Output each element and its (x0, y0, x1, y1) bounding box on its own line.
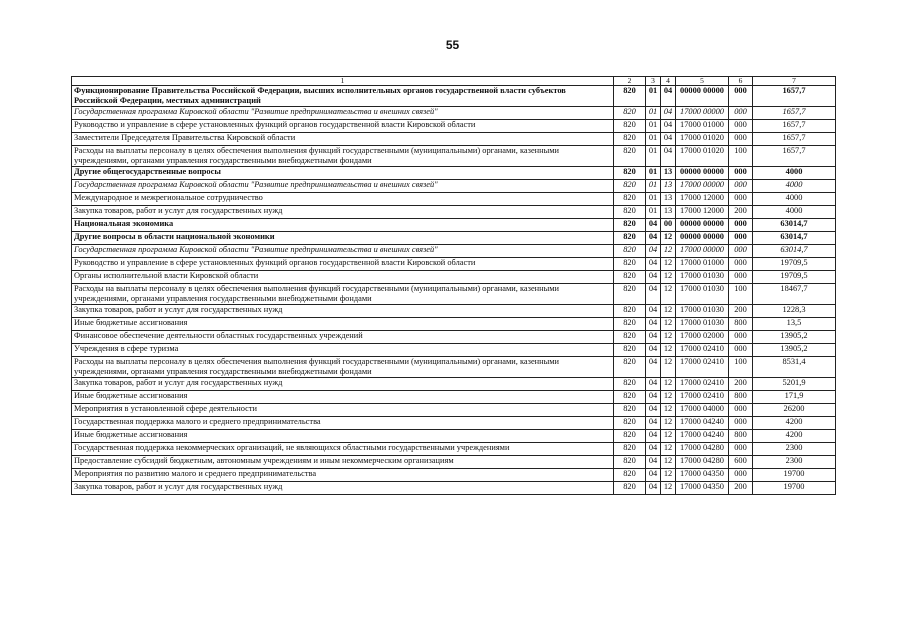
amount: 4200 (753, 417, 836, 430)
subsection-code: 12 (661, 404, 676, 417)
target-article-code: 17000 02410 (676, 391, 729, 404)
expense-type-code: 000 (729, 443, 753, 456)
ministry-code: 820 (614, 133, 646, 146)
item-name: Международное и межрегиональное сотрудничество (72, 193, 614, 206)
budget-table (71, 76, 836, 495)
target-article-code: 17000 02000 (676, 331, 729, 344)
target-article-code: 17000 04280 (676, 443, 729, 456)
expense-type-code: 800 (729, 318, 753, 331)
section-code: 04 (646, 344, 661, 357)
ministry-code: 820 (614, 469, 646, 482)
item-name: Закупка товаров, работ и услуг для государственных нужд (72, 482, 614, 495)
expense-type-code: 000 (729, 258, 753, 271)
item-name: Государственная поддержка некоммерческих организаций, не являющихся областными государственными учреждениями (72, 443, 614, 456)
section-code: 04 (646, 284, 661, 305)
column-header: 6 (729, 77, 753, 86)
table-row (72, 357, 836, 378)
target-article-code: 17000 01000 (676, 120, 729, 133)
table-row (72, 167, 836, 180)
expense-type-code: 000 (729, 219, 753, 232)
amount: 1657,7 (753, 86, 836, 107)
table-row (72, 443, 836, 456)
subsection-code: 04 (661, 107, 676, 120)
subsection-code: 12 (661, 469, 676, 482)
ministry-code: 820 (614, 318, 646, 331)
expense-type-code: 000 (729, 232, 753, 245)
target-article-code: 17000 01030 (676, 318, 729, 331)
section-code: 01 (646, 180, 661, 193)
target-article-code: 17000 02410 (676, 357, 729, 378)
item-name: Руководство и управление в сфере установленных функций органов государственной власти Кировской области (72, 258, 614, 271)
table-row (72, 193, 836, 206)
ministry-code: 820 (614, 167, 646, 180)
item-name: Иные бюджетные ассигнования (72, 430, 614, 443)
expense-type-code: 000 (729, 86, 753, 107)
ministry-code: 820 (614, 120, 646, 133)
section-code: 01 (646, 206, 661, 219)
target-article-code: 00000 00000 (676, 232, 729, 245)
amount: 13,5 (753, 318, 836, 331)
target-article-code: 17000 01020 (676, 146, 729, 167)
expense-type-code: 000 (729, 245, 753, 258)
column-header: 5 (676, 77, 729, 86)
ministry-code: 820 (614, 107, 646, 120)
amount: 2300 (753, 456, 836, 469)
table-row (72, 232, 836, 245)
section-code: 01 (646, 193, 661, 206)
item-name: Предоставление субсидий бюджетным, автономным учреждениям и иным некоммерческим организациям (72, 456, 614, 469)
subsection-code: 12 (661, 391, 676, 404)
subsection-code: 12 (661, 443, 676, 456)
amount: 171,9 (753, 391, 836, 404)
ministry-code: 820 (614, 245, 646, 258)
expense-type-code: 000 (729, 469, 753, 482)
section-code: 04 (646, 219, 661, 232)
ministry-code: 820 (614, 391, 646, 404)
section-code: 04 (646, 305, 661, 318)
expense-type-code: 200 (729, 206, 753, 219)
column-header: 7 (753, 77, 836, 86)
subsection-code: 04 (661, 146, 676, 167)
item-name: Мероприятия по развитию малого и среднего предпринимательства (72, 469, 614, 482)
item-name: Расходы на выплаты персоналу в целях обеспечения выполнения функций государственными (муниципальными) органами, казенными учреждениями, органами управления государственными внебюджетными фондами (72, 357, 614, 378)
ministry-code: 820 (614, 219, 646, 232)
section-code: 01 (646, 133, 661, 146)
expense-type-code: 000 (729, 404, 753, 417)
table-row (72, 219, 836, 232)
expense-type-code: 000 (729, 271, 753, 284)
expense-type-code: 100 (729, 357, 753, 378)
section-code: 04 (646, 482, 661, 495)
ministry-code: 820 (614, 271, 646, 284)
table-row (72, 180, 836, 193)
ministry-code: 820 (614, 232, 646, 245)
table-row (72, 482, 836, 495)
target-article-code: 00000 00000 (676, 167, 729, 180)
subsection-code: 00 (661, 219, 676, 232)
table-row (72, 305, 836, 318)
table-row (72, 146, 836, 167)
table-row (72, 107, 836, 120)
amount: 1228,3 (753, 305, 836, 318)
ministry-code: 820 (614, 344, 646, 357)
item-name: Государственная поддержка малого и среднего предпринимательства (72, 417, 614, 430)
amount: 26200 (753, 404, 836, 417)
item-name: Заместители Председателя Правительства Кировской области (72, 133, 614, 146)
section-code: 04 (646, 404, 661, 417)
section-code: 04 (646, 258, 661, 271)
amount: 19709,5 (753, 258, 836, 271)
expense-type-code: 000 (729, 344, 753, 357)
item-name: Закупка товаров, работ и услуг для государственных нужд (72, 206, 614, 219)
amount: 13905,2 (753, 344, 836, 357)
table-row (72, 404, 836, 417)
page-number: 55 (445, 38, 460, 52)
item-name: Финансовое обеспечение деятельности областных государственных учреждений (72, 331, 614, 344)
subsection-code: 12 (661, 417, 676, 430)
expense-type-code: 000 (729, 120, 753, 133)
expense-type-code: 800 (729, 391, 753, 404)
section-code: 04 (646, 271, 661, 284)
target-article-code: 17000 04350 (676, 482, 729, 495)
item-name: Иные бюджетные ассигнования (72, 391, 614, 404)
amount: 1657,7 (753, 146, 836, 167)
target-article-code: 17000 01000 (676, 258, 729, 271)
amount: 4200 (753, 430, 836, 443)
table-row (72, 133, 836, 146)
amount: 19700 (753, 482, 836, 495)
item-name: Закупка товаров, работ и услуг для государственных нужд (72, 305, 614, 318)
target-article-code: 17000 12000 (676, 193, 729, 206)
ministry-code: 820 (614, 456, 646, 469)
section-code: 01 (646, 107, 661, 120)
target-article-code: 17000 00000 (676, 107, 729, 120)
subsection-code: 04 (661, 133, 676, 146)
section-code: 01 (646, 86, 661, 107)
target-article-code: 17000 04240 (676, 417, 729, 430)
ministry-code: 820 (614, 430, 646, 443)
target-article-code: 17000 01030 (676, 284, 729, 305)
amount: 63014,7 (753, 245, 836, 258)
section-code: 04 (646, 456, 661, 469)
table-row (72, 284, 836, 305)
subsection-code: 12 (661, 344, 676, 357)
target-article-code: 17000 00000 (676, 245, 729, 258)
item-name: Расходы на выплаты персоналу в целях обеспечения выполнения функций государственными (муниципальными) органами, казенными учреждениями, органами управления государственными внебюджетными фондами (72, 284, 614, 305)
target-article-code: 17000 01020 (676, 133, 729, 146)
header-row (72, 77, 836, 86)
subsection-code: 13 (661, 206, 676, 219)
target-article-code: 17000 12000 (676, 206, 729, 219)
expense-type-code: 800 (729, 430, 753, 443)
section-code: 01 (646, 146, 661, 167)
subsection-code: 12 (661, 357, 676, 378)
table-row (72, 456, 836, 469)
target-article-code: 00000 00000 (676, 86, 729, 107)
ministry-code: 820 (614, 482, 646, 495)
section-code: 04 (646, 357, 661, 378)
subsection-code: 12 (661, 245, 676, 258)
item-name: Государственная программа Кировской области "Развитие предпринимательства и внешних связей" (72, 245, 614, 258)
amount: 13905,2 (753, 331, 836, 344)
section-code: 04 (646, 245, 661, 258)
expense-type-code: 000 (729, 417, 753, 430)
item-name: Национальная экономика (72, 219, 614, 232)
subsection-code: 12 (661, 378, 676, 391)
target-article-code: 17000 04000 (676, 404, 729, 417)
subsection-code: 12 (661, 271, 676, 284)
table-row (72, 344, 836, 357)
table-row (72, 391, 836, 404)
target-article-code: 17000 04280 (676, 456, 729, 469)
ministry-code: 820 (614, 146, 646, 167)
amount: 4000 (753, 193, 836, 206)
expense-type-code: 000 (729, 133, 753, 146)
item-name: Закупка товаров, работ и услуг для государственных нужд (72, 378, 614, 391)
section-code: 04 (646, 232, 661, 245)
column-header: 4 (661, 77, 676, 86)
target-article-code: 17000 01030 (676, 271, 729, 284)
subsection-code: 12 (661, 482, 676, 495)
column-header: 2 (614, 77, 646, 86)
target-article-code: 00000 00000 (676, 219, 729, 232)
amount: 2300 (753, 443, 836, 456)
subsection-code: 04 (661, 120, 676, 133)
amount: 63014,7 (753, 232, 836, 245)
subsection-code: 12 (661, 456, 676, 469)
subsection-code: 12 (661, 232, 676, 245)
ministry-code: 820 (614, 305, 646, 318)
item-name: Иные бюджетные ассигнования (72, 318, 614, 331)
amount: 4000 (753, 180, 836, 193)
table-row (72, 417, 836, 430)
target-article-code: 17000 00000 (676, 180, 729, 193)
section-code: 04 (646, 331, 661, 344)
ministry-code: 820 (614, 357, 646, 378)
amount: 1657,7 (753, 133, 836, 146)
section-code: 01 (646, 120, 661, 133)
amount: 1657,7 (753, 107, 836, 120)
ministry-code: 820 (614, 258, 646, 271)
amount: 19700 (753, 469, 836, 482)
target-article-code: 17000 02410 (676, 378, 729, 391)
item-name: Органы исполнительной власти Кировской области (72, 271, 614, 284)
item-name: Руководство и управление в сфере установленных функций органов государственной власти Кировской области (72, 120, 614, 133)
amount: 4000 (753, 167, 836, 180)
subsection-code: 12 (661, 318, 676, 331)
item-name: Другие общегосударственные вопросы (72, 167, 614, 180)
ministry-code: 820 (614, 206, 646, 219)
subsection-code: 13 (661, 167, 676, 180)
expense-type-code: 100 (729, 146, 753, 167)
amount: 4000 (753, 206, 836, 219)
ministry-code: 820 (614, 443, 646, 456)
subsection-code: 04 (661, 86, 676, 107)
amount: 8531,4 (753, 357, 836, 378)
item-name: Государственная программа Кировской области "Развитие предпринимательства и внешних связей" (72, 180, 614, 193)
section-code: 04 (646, 318, 661, 331)
item-name: Государственная программа Кировской области "Развитие предпринимательства и внешних связей" (72, 107, 614, 120)
table-row (72, 258, 836, 271)
table-row (72, 430, 836, 443)
expense-type-code: 000 (729, 180, 753, 193)
ministry-code: 820 (614, 193, 646, 206)
subsection-code: 12 (661, 258, 676, 271)
amount: 18467,7 (753, 284, 836, 305)
target-article-code: 17000 01030 (676, 305, 729, 318)
section-code: 04 (646, 469, 661, 482)
section-code: 04 (646, 417, 661, 430)
section-code: 04 (646, 391, 661, 404)
table-row (72, 318, 836, 331)
expense-type-code: 000 (729, 107, 753, 120)
section-code: 04 (646, 378, 661, 391)
target-article-code: 17000 04240 (676, 430, 729, 443)
subsection-code: 12 (661, 430, 676, 443)
item-name: Расходы на выплаты персоналу в целях обеспечения выполнения функций государственными (муниципальными) органами, казенными учреждениями, органами управления государственными внебюджетными фондами (72, 146, 614, 167)
column-header: 1 (72, 77, 614, 86)
table-row (72, 378, 836, 391)
ministry-code: 820 (614, 284, 646, 305)
table-row (72, 206, 836, 219)
table-row (72, 120, 836, 133)
table-row (72, 245, 836, 258)
table-row (72, 331, 836, 344)
column-header: 3 (646, 77, 661, 86)
amount: 19709,5 (753, 271, 836, 284)
expense-type-code: 000 (729, 167, 753, 180)
subsection-code: 13 (661, 180, 676, 193)
expense-type-code: 000 (729, 193, 753, 206)
amount: 1657,7 (753, 120, 836, 133)
target-article-code: 17000 02410 (676, 344, 729, 357)
subsection-code: 12 (661, 331, 676, 344)
subsection-code: 12 (661, 284, 676, 305)
item-name: Учреждения в сфере туризма (72, 344, 614, 357)
expense-type-code: 000 (729, 331, 753, 344)
ministry-code: 820 (614, 331, 646, 344)
ministry-code: 820 (614, 404, 646, 417)
item-name: Мероприятия в установленной сфере деятельности (72, 404, 614, 417)
table-row (72, 86, 836, 107)
expense-type-code: 200 (729, 378, 753, 391)
section-code: 04 (646, 430, 661, 443)
amount: 63014,7 (753, 219, 836, 232)
target-article-code: 17000 04350 (676, 469, 729, 482)
section-code: 01 (646, 167, 661, 180)
amount: 5201,9 (753, 378, 836, 391)
expense-type-code: 600 (729, 456, 753, 469)
table-row (72, 469, 836, 482)
expense-type-code: 200 (729, 482, 753, 495)
ministry-code: 820 (614, 180, 646, 193)
item-name: Функционирование Правительства Российской Федерации, высших исполнительных органов государственной власти субъектов Российской Федерации, местных администраций (72, 86, 614, 107)
table-row (72, 271, 836, 284)
item-name: Другие вопросы в области национальной экономики (72, 232, 614, 245)
subsection-code: 13 (661, 193, 676, 206)
section-code: 04 (646, 443, 661, 456)
subsection-code: 12 (661, 305, 676, 318)
ministry-code: 820 (614, 86, 646, 107)
ministry-code: 820 (614, 417, 646, 430)
expense-type-code: 200 (729, 305, 753, 318)
expense-type-code: 100 (729, 284, 753, 305)
ministry-code: 820 (614, 378, 646, 391)
